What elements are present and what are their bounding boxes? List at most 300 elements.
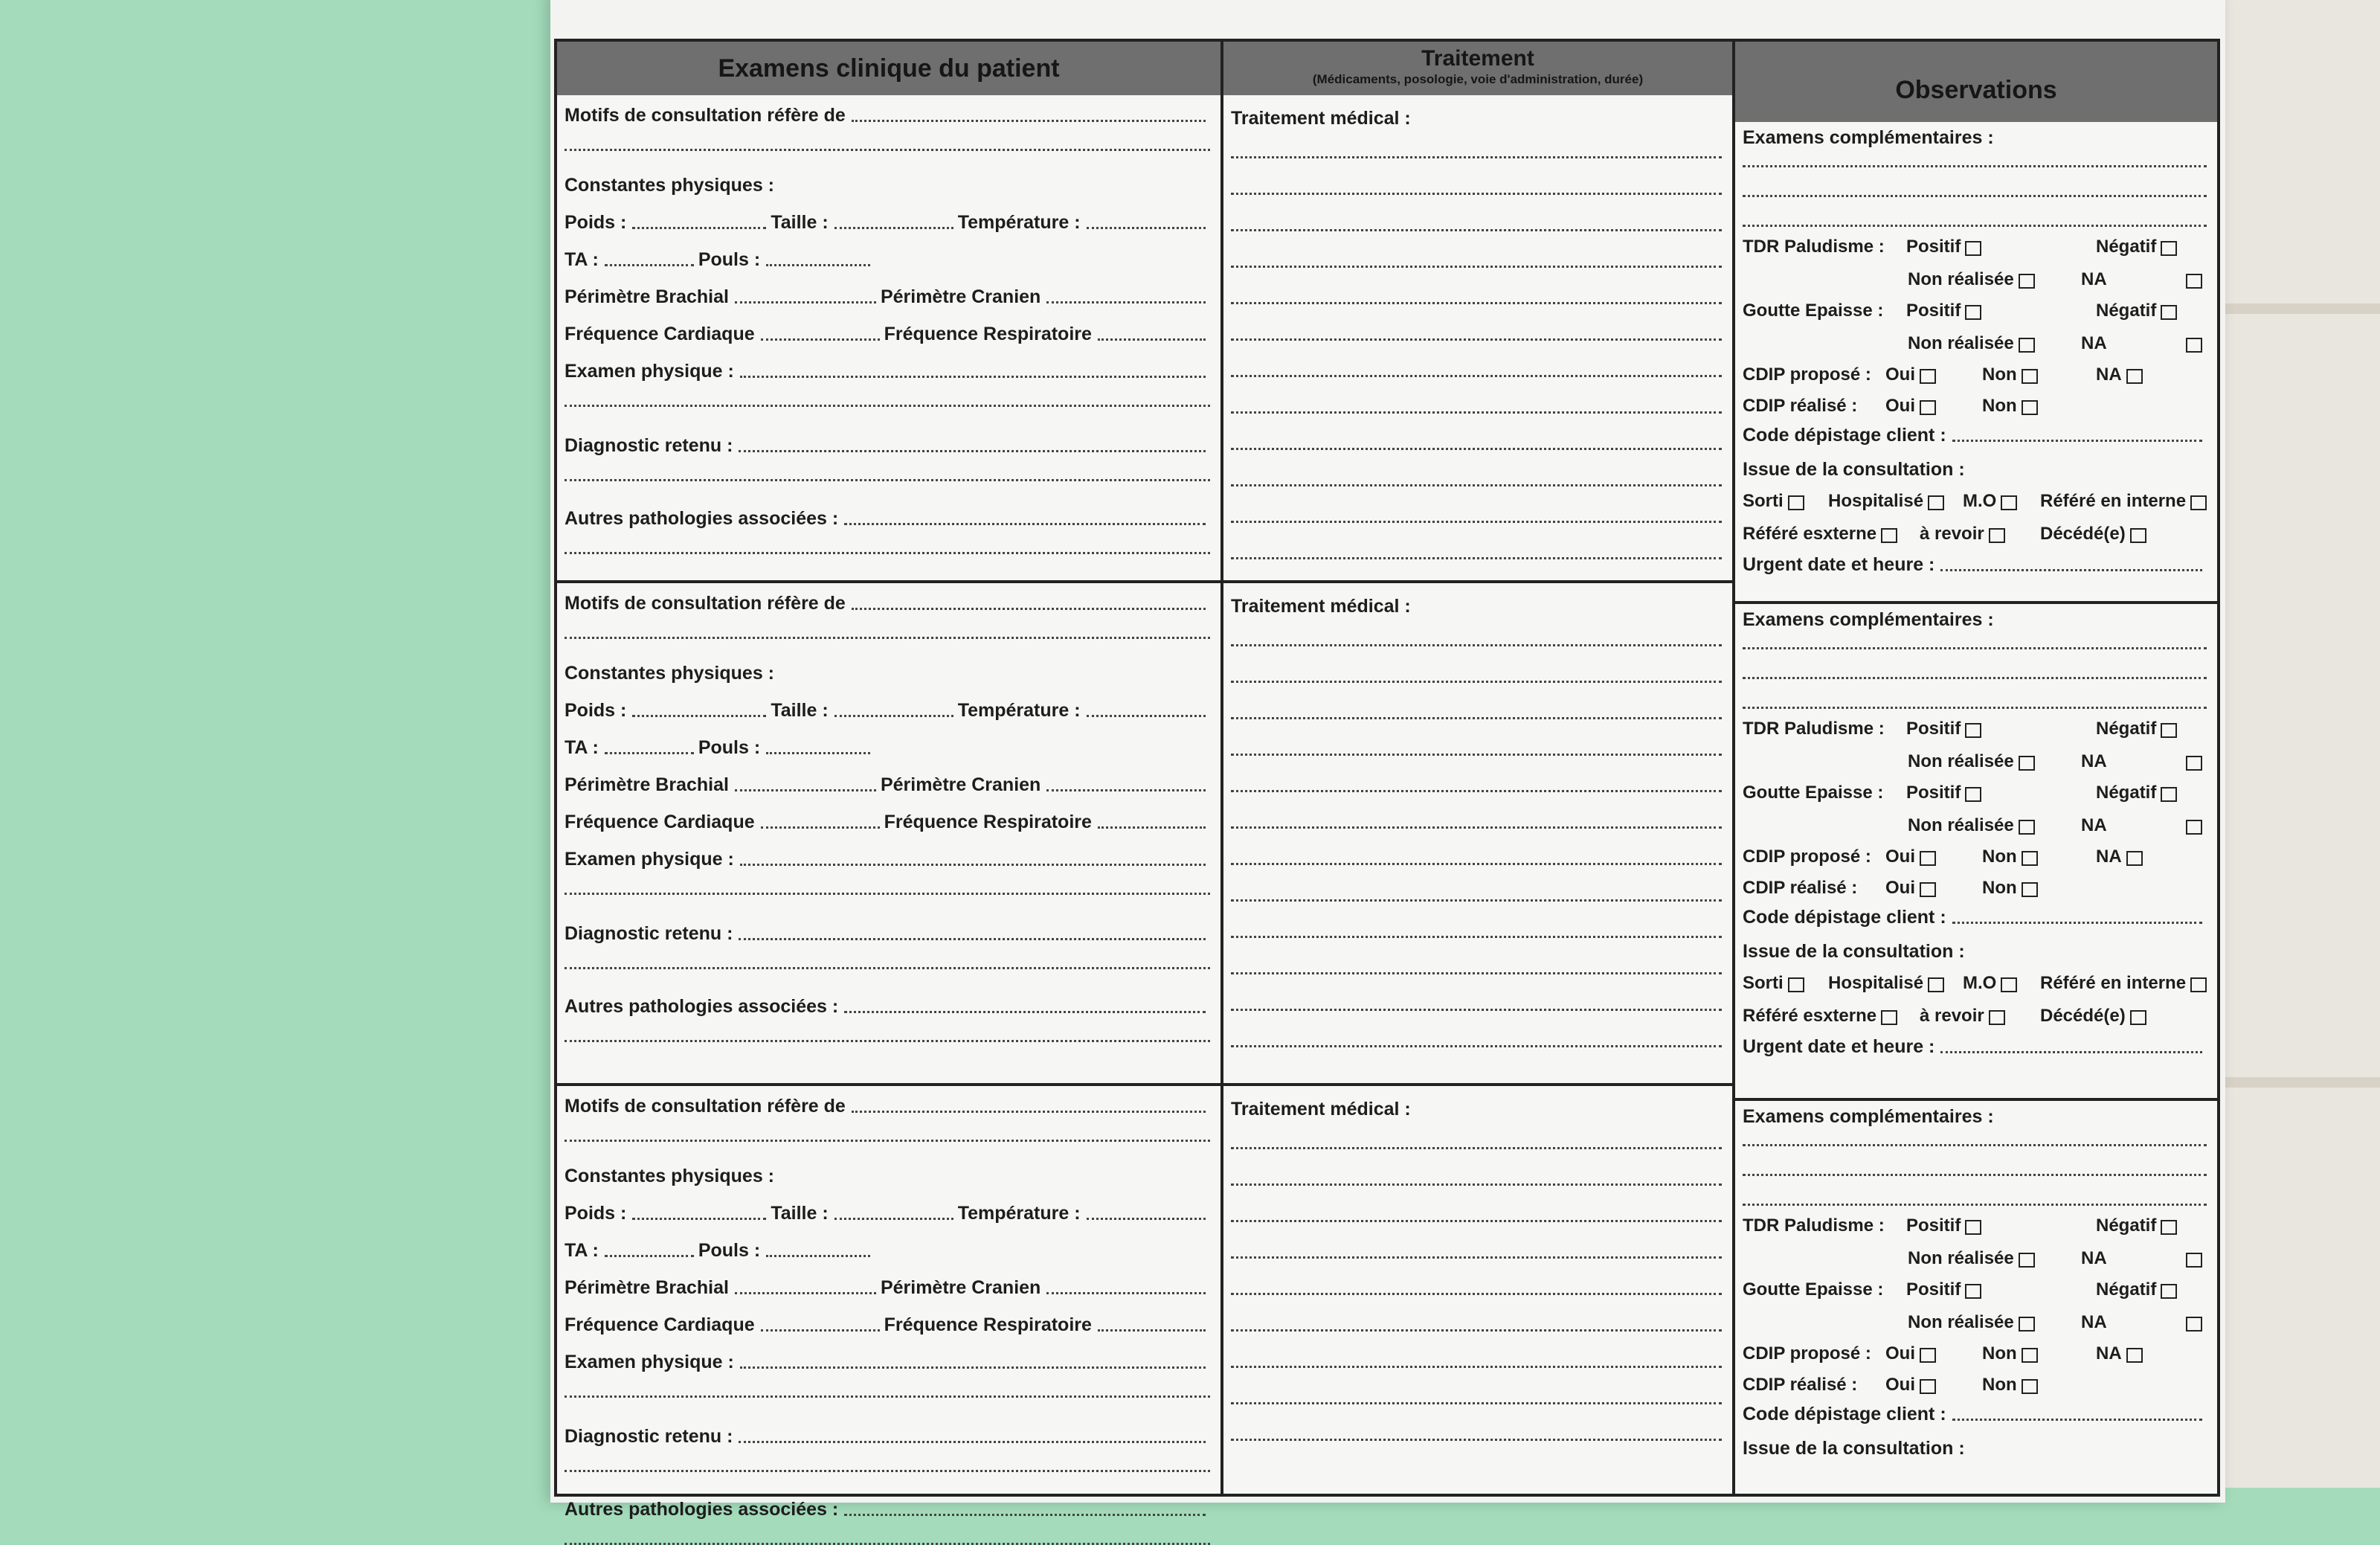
code-depistage-label: Code dépistage client :	[1743, 1404, 1946, 1424]
fill-in-field[interactable]	[1231, 264, 1722, 268]
motifs-label: Motifs de consultation réfère de	[565, 1096, 846, 1117]
tdr-negatif-text: Négatif	[2096, 1215, 2157, 1236]
fill-in-field[interactable]	[739, 937, 1206, 940]
goutte-non-realisee-text: Non réalisée	[1908, 1312, 2014, 1332]
form-line	[1231, 1093, 1722, 1120]
goutte-negatif-checkbox[interactable]	[2161, 1284, 2177, 1299]
goutte-non-realisee	[1908, 333, 2014, 354]
tdr-label	[1743, 237, 1885, 257]
fill-in-field[interactable]	[1231, 752, 1722, 756]
cdip-propose-na-checkbox[interactable]	[2126, 1348, 2143, 1363]
tdr-positif-checkbox[interactable]	[1965, 241, 1981, 256]
goutte-label	[1743, 1279, 1883, 1300]
issue-hospitalise-text: Hospitalisé	[1828, 973, 1924, 993]
cdip-realise-oui-checkbox[interactable]	[1920, 882, 1936, 897]
tdr-label	[1743, 1215, 1885, 1236]
observation-line	[1743, 1245, 2207, 1271]
fill-in-field[interactable]	[1231, 373, 1722, 377]
goutte-na-box-checkbox[interactable]	[2186, 338, 2202, 353]
tdr-non-realisee-text: Non réalisée	[1908, 1248, 2014, 1268]
form-line	[1743, 936, 2207, 963]
tdr-label	[1743, 719, 1885, 739]
cdip-propose-oui-text: Oui	[1885, 1343, 1915, 1363]
ta-label: TA :	[565, 249, 599, 270]
cdip-realise-non-checkbox[interactable]	[2022, 882, 2038, 897]
fill-in-field[interactable]	[1231, 934, 1722, 938]
issue-hospitalise-checkbox[interactable]	[1928, 977, 1944, 992]
cdip-realise-oui	[1885, 1375, 1915, 1395]
cdip-propose-oui-checkbox[interactable]	[1920, 1348, 1936, 1363]
poids-label: Poids :	[565, 1203, 627, 1224]
issue-label: Issue de la consultation :	[1743, 1438, 1965, 1459]
cdip-propose-na-text: NA	[2096, 847, 2122, 867]
goutte-negatif	[2096, 301, 2156, 321]
issue-decede-checkbox[interactable]	[2130, 528, 2146, 543]
fill-in-field[interactable]	[1940, 1050, 2202, 1053]
motifs-label: Motifs de consultation réfère de	[565, 105, 846, 126]
tdr-non-realisee-checkbox[interactable]	[2019, 1253, 2035, 1268]
fill-in-field[interactable]	[565, 403, 1210, 407]
goutte-non-realisee-text: Non réalisée	[1908, 333, 2014, 353]
fill-in-field[interactable]	[1231, 1146, 1722, 1149]
tdr-non-realisee-checkbox[interactable]	[2019, 756, 2035, 771]
fill-in-field[interactable]	[1952, 1418, 2202, 1421]
fill-in-field[interactable]	[1952, 921, 2202, 924]
issue-mo-checkbox[interactable]	[2001, 977, 2017, 992]
form-line	[565, 695, 1210, 722]
cdip-realise-non	[1982, 396, 2017, 417]
issue-sorti-checkbox[interactable]	[1788, 495, 1804, 510]
cdip-realise-non	[1982, 1375, 2017, 1395]
goutte-non-realisee-checkbox[interactable]	[2019, 1317, 2035, 1332]
fill-in-field[interactable]	[766, 263, 870, 266]
observation-line	[1743, 1309, 2207, 1334]
ta-label: TA :	[565, 1240, 599, 1261]
fill-in-field[interactable]	[1231, 410, 1722, 414]
form-line	[1743, 420, 2207, 446]
form-line	[1743, 454, 2207, 481]
goutte-positif-text: Positif	[1906, 783, 1961, 803]
form-line	[565, 1494, 1210, 1520]
fill-in-field[interactable]	[605, 263, 694, 266]
fill-in-field[interactable]	[1743, 193, 2207, 197]
fill-in-field[interactable]	[766, 751, 870, 754]
observations-section-3	[1735, 1098, 2217, 1500]
goutte-negatif-checkbox[interactable]	[2161, 787, 2177, 802]
fill-in-field[interactable]	[1231, 483, 1722, 486]
fill-in-field[interactable]	[1743, 1202, 2207, 1206]
fill-in-field[interactable]	[761, 826, 880, 829]
observations-section-1	[1735, 122, 2217, 601]
goutte-label-text: Goutte Epaisse :	[1743, 783, 1884, 803]
cdip-realise-non-checkbox[interactable]	[2022, 1379, 2038, 1394]
issue-refere-externe-checkbox[interactable]	[1881, 1010, 1897, 1025]
form-line	[565, 281, 1210, 308]
cdip-realise-label-text: CDIP réalisé :	[1743, 396, 1858, 416]
goutte-non-realisee-checkbox[interactable]	[2019, 338, 2035, 353]
fill-in-field[interactable]	[740, 863, 1206, 866]
goutte-label-text: Goutte Epaisse :	[1743, 301, 1884, 321]
cdip-realise-label-text: CDIP réalisé :	[1743, 1375, 1858, 1395]
cdip-propose-na-checkbox[interactable]	[2126, 851, 2143, 866]
fill-in-field[interactable]	[565, 966, 1210, 969]
constantes-label: Constantes physiques :	[565, 175, 774, 196]
form-line	[565, 1272, 1210, 1299]
fill-in-field[interactable]	[1231, 1328, 1722, 1332]
tdr-na-box-checkbox[interactable]	[2186, 756, 2202, 771]
goutte-non-realisee	[1908, 1312, 2014, 1333]
tdr-negatif-checkbox[interactable]	[2161, 241, 2177, 256]
fill-in-field[interactable]	[1231, 191, 1722, 195]
issue-mo	[1963, 491, 1996, 512]
issue-a-revoir-text: à revoir	[1920, 524, 1984, 544]
form-line	[565, 588, 1210, 614]
issue-sorti	[1743, 491, 1784, 512]
cdip-propose-na-checkbox[interactable]	[2126, 369, 2143, 384]
issue-refere-externe	[1743, 1006, 1876, 1027]
cdip-propose-label-text: CDIP proposé :	[1743, 364, 1871, 385]
goutte-positif	[1906, 301, 1961, 321]
fill-in-field[interactable]	[1087, 1217, 1206, 1220]
fill-in-field[interactable]	[565, 147, 1210, 151]
issue-mo-checkbox[interactable]	[2001, 495, 2017, 510]
goutte-positif-checkbox[interactable]	[1965, 1284, 1981, 1299]
fill-in-field[interactable]	[1046, 301, 1206, 303]
autres-pathologies-label: Autres pathologies associées :	[565, 508, 839, 529]
tdr-negatif-text: Négatif	[2096, 719, 2157, 739]
fill-in-field[interactable]	[632, 1217, 766, 1220]
wall-tile	[2220, 0, 2380, 1488]
cdip-propose-oui-checkbox[interactable]	[1920, 369, 1936, 384]
goutte-na-box-checkbox[interactable]	[2186, 820, 2202, 835]
tdr-positif-checkbox[interactable]	[1965, 1220, 1981, 1235]
observation-line	[1743, 1212, 2207, 1238]
tdr-non-realisee-checkbox[interactable]	[2019, 274, 2035, 289]
fill-in-field[interactable]	[740, 1366, 1206, 1369]
cdip-propose-oui-text: Oui	[1885, 847, 1915, 867]
examens-label: Examens complémentaires :	[1743, 127, 1994, 148]
form-line	[565, 100, 1210, 126]
goutte-positif	[1906, 783, 1961, 803]
fill-in-field[interactable]	[1231, 228, 1722, 231]
frequence-cardiaque-label: Fréquence Cardiaque	[565, 812, 755, 832]
fill-in-field[interactable]	[1231, 716, 1722, 719]
poids-label: Poids :	[565, 700, 627, 721]
issue-refere-interne-text: Référé en interne	[2040, 973, 2187, 993]
fill-in-field[interactable]	[632, 714, 766, 717]
issue-hospitalise-text: Hospitalisé	[1828, 491, 1924, 511]
form-line	[565, 991, 1210, 1018]
cdip-propose-non-text: Non	[1982, 1343, 2017, 1363]
temperature-label: Température :	[957, 700, 1081, 721]
tile-joint	[2220, 1077, 2380, 1088]
fill-in-field[interactable]	[565, 1394, 1210, 1398]
cdip-propose-oui-text: Oui	[1885, 364, 1915, 385]
fill-in-field[interactable]	[1098, 338, 1206, 341]
issue-decede-checkbox[interactable]	[2130, 1010, 2146, 1025]
poids-label: Poids :	[565, 212, 627, 233]
issue-refere-externe-checkbox[interactable]	[1881, 528, 1897, 543]
form-line	[565, 356, 1210, 382]
fill-in-field[interactable]	[1743, 164, 2207, 167]
cdip-realise-non-text: Non	[1982, 878, 2017, 898]
goutte-positif-checkbox[interactable]	[1965, 787, 1981, 802]
fill-in-field[interactable]	[739, 449, 1206, 452]
fill-in-field[interactable]	[1087, 714, 1206, 717]
urgent-label: Urgent date et heure :	[1743, 554, 1935, 575]
issue-decede	[2040, 1006, 2126, 1027]
cdip-propose-oui-checkbox[interactable]	[1920, 851, 1936, 866]
fill-in-field[interactable]	[1231, 679, 1722, 683]
observation-line	[1743, 266, 2207, 292]
fill-in-field[interactable]	[844, 1010, 1206, 1013]
fill-in-field[interactable]	[632, 226, 766, 229]
form-line	[565, 318, 1210, 345]
fill-in-field[interactable]	[852, 1110, 1206, 1113]
tdr-positif-checkbox[interactable]	[1965, 723, 1981, 738]
observation-line	[1743, 875, 2207, 900]
issue-hospitalise	[1828, 973, 1923, 994]
observation-line	[1743, 970, 2207, 995]
fill-in-field[interactable]	[834, 1217, 953, 1220]
perimetre-cranien-label: Périmètre Cranien	[880, 774, 1041, 795]
form-line	[565, 1309, 1210, 1336]
cdip-propose-non-text: Non	[1982, 364, 2017, 385]
fill-in-field[interactable]	[1231, 898, 1722, 902]
cdip-propose-label	[1743, 847, 1871, 867]
form-line	[1743, 1398, 2207, 1425]
examen-physique-label: Examen physique :	[565, 361, 734, 382]
tdr-negatif	[2096, 237, 2156, 257]
goutte-non-realisee-checkbox[interactable]	[2019, 820, 2035, 835]
observation-line	[1743, 362, 2207, 387]
fill-in-field[interactable]	[1231, 643, 1722, 646]
tdr-positif	[1906, 237, 1961, 257]
issue-mo-text: M.O	[1963, 973, 1997, 993]
fill-in-field[interactable]	[565, 1038, 1210, 1042]
form-line	[565, 1421, 1210, 1448]
fill-in-field[interactable]	[1231, 971, 1722, 974]
issue-refere-externe-text: Référé esxterne	[1743, 1006, 1877, 1026]
traitement-section-2	[1223, 580, 1732, 1083]
issue-a-revoir	[1920, 1006, 1984, 1027]
issue-refere-externe-text: Référé esxterne	[1743, 524, 1877, 544]
fill-in-field[interactable]	[1231, 519, 1722, 523]
fill-in-field[interactable]	[1231, 301, 1722, 304]
cdip-propose-non-checkbox[interactable]	[2022, 851, 2038, 866]
goutte-negatif-text: Négatif	[2096, 783, 2157, 803]
form-line	[565, 207, 1210, 234]
tdr-negatif-checkbox[interactable]	[2161, 723, 2177, 738]
observation-line	[1743, 748, 2207, 774]
form-line	[565, 658, 1210, 684]
tdr-label-text: TDR Paludisme :	[1743, 719, 1885, 739]
fill-in-field[interactable]	[739, 1440, 1206, 1443]
goutte-na-box-checkbox[interactable]	[2186, 1317, 2202, 1332]
examen-physique-label: Examen physique :	[565, 849, 734, 870]
issue-refere-interne-checkbox[interactable]	[2190, 977, 2207, 992]
issue-sorti-checkbox[interactable]	[1788, 977, 1804, 992]
taille-label: Taille :	[771, 212, 829, 233]
header-traitement-title: Traitement	[1421, 46, 1534, 71]
fill-in-field[interactable]	[761, 1329, 880, 1332]
cdip-realise-oui-checkbox[interactable]	[1920, 400, 1936, 415]
fill-in-field[interactable]	[605, 1254, 694, 1257]
fill-in-field[interactable]	[1231, 1182, 1722, 1186]
fill-in-field[interactable]	[735, 301, 876, 303]
fill-in-field[interactable]	[1046, 1291, 1206, 1294]
fill-in-field[interactable]	[1231, 1255, 1722, 1259]
tdr-negatif-checkbox[interactable]	[2161, 1220, 2177, 1235]
fill-in-field[interactable]	[735, 1291, 876, 1294]
cdip-realise-oui-checkbox[interactable]	[1920, 1379, 1936, 1394]
cdip-propose-na-text: NA	[2096, 364, 2122, 385]
fill-in-field[interactable]	[1231, 1364, 1722, 1368]
fill-in-field[interactable]	[1231, 1218, 1722, 1222]
form-line	[565, 806, 1210, 833]
temperature-label: Température :	[957, 212, 1081, 233]
form-line	[565, 1235, 1210, 1262]
fill-in-field[interactable]	[1231, 788, 1722, 792]
fill-in-field[interactable]	[565, 1138, 1210, 1142]
fill-in-field[interactable]	[1046, 788, 1206, 791]
observation-line	[1743, 1372, 2207, 1397]
form-line	[1743, 1101, 2207, 1128]
fill-in-field[interactable]	[761, 338, 880, 341]
fill-in-field[interactable]	[1231, 337, 1722, 341]
header-clinique-title: Examens clinique du patient	[718, 54, 1060, 83]
clinique-section-2	[557, 580, 1220, 1083]
diagnostic-label: Diagnostic retenu :	[565, 1426, 733, 1447]
fill-in-field[interactable]	[605, 751, 694, 754]
tdr-na-box-checkbox[interactable]	[2186, 274, 2202, 289]
issue-hospitalise-checkbox[interactable]	[1928, 495, 1944, 510]
fill-in-field[interactable]	[766, 1254, 870, 1257]
form-line	[1743, 604, 2207, 631]
cdip-propose-non	[1982, 1343, 2017, 1364]
fill-in-field[interactable]	[1743, 223, 2207, 227]
fill-in-field[interactable]	[1940, 568, 2202, 571]
fill-in-field[interactable]	[1743, 1143, 2207, 1146]
fill-in-field[interactable]	[565, 891, 1210, 895]
goutte-positif-checkbox[interactable]	[1965, 305, 1981, 320]
issue-decede-text: Décédé(e)	[2040, 1006, 2126, 1026]
issue-sorti-text: Sorti	[1743, 973, 1784, 993]
fill-in-field[interactable]	[1231, 1401, 1722, 1404]
fill-in-field[interactable]	[1231, 1291, 1722, 1295]
issue-a-revoir-checkbox[interactable]	[1989, 528, 2005, 543]
fill-in-field[interactable]	[565, 635, 1210, 639]
cdip-propose-oui	[1885, 847, 1915, 867]
cdip-propose-na-text: NA	[2096, 1343, 2122, 1363]
form-line	[565, 844, 1210, 870]
code-depistage-label: Code dépistage client :	[1743, 425, 1946, 446]
fill-in-field[interactable]	[1231, 825, 1722, 829]
clinique-section-3	[557, 1083, 1220, 1520]
fill-in-field[interactable]	[1743, 705, 2207, 709]
goutte-na-text: NA	[2081, 1312, 2107, 1332]
observation-line	[1743, 844, 2207, 869]
fill-in-field[interactable]	[1231, 1007, 1722, 1011]
fill-in-field[interactable]	[735, 788, 876, 791]
fill-in-field[interactable]	[565, 1541, 1210, 1545]
fill-in-field[interactable]	[565, 478, 1210, 481]
fill-in-field[interactable]	[565, 550, 1210, 554]
tdr-na-box-checkbox[interactable]	[2186, 1253, 2202, 1268]
fill-in-field[interactable]	[1231, 861, 1722, 865]
observation-line	[1743, 488, 2207, 513]
fill-in-field[interactable]	[1231, 155, 1722, 158]
fill-in-field[interactable]	[852, 607, 1206, 610]
fill-in-field[interactable]	[1098, 826, 1206, 829]
fill-in-field[interactable]	[1743, 675, 2207, 679]
fill-in-field[interactable]	[1743, 1172, 2207, 1176]
issue-a-revoir-checkbox[interactable]	[1989, 1010, 2005, 1025]
fill-in-field[interactable]	[740, 375, 1206, 378]
fill-in-field[interactable]	[565, 1468, 1210, 1472]
pouls-label: Pouls :	[698, 249, 761, 270]
perimetre-brachial-label: Périmètre Brachial	[565, 286, 729, 307]
diagnostic-label: Diagnostic retenu :	[565, 923, 733, 944]
cdip-propose-non	[1982, 364, 2017, 385]
goutte-positif-text: Positif	[1906, 1279, 1961, 1300]
fill-in-field[interactable]	[1952, 439, 2202, 442]
cdip-propose-non	[1982, 847, 2017, 867]
frequence-respiratoire-label: Fréquence Respiratoire	[884, 1314, 1092, 1335]
cdip-realise-non-checkbox[interactable]	[2022, 400, 2038, 415]
fill-in-field[interactable]	[834, 226, 953, 229]
tdr-non-realisee-text: Non réalisée	[1908, 751, 2014, 771]
goutte-na-text: NA	[2081, 815, 2107, 835]
frequence-cardiaque-label: Fréquence Cardiaque	[565, 324, 755, 344]
traitement-medical-label: Traitement médical :	[1231, 596, 1411, 617]
issue-refere-interne-checkbox[interactable]	[2190, 495, 2207, 510]
fill-in-field[interactable]	[1098, 1329, 1206, 1332]
consultation-form	[554, 39, 2220, 1520]
fill-in-field[interactable]	[1231, 1044, 1722, 1047]
tdr-negatif	[2096, 719, 2156, 739]
examen-physique-label: Examen physique :	[565, 1352, 734, 1372]
fill-in-field[interactable]	[1087, 226, 1206, 229]
tdr-non-realisee	[1908, 269, 2014, 290]
fill-in-field[interactable]	[1231, 1437, 1722, 1441]
motifs-label: Motifs de consultation réfère de	[565, 593, 846, 614]
tdr-na	[2081, 269, 2107, 290]
form-line	[565, 1160, 1210, 1187]
fill-in-field[interactable]	[844, 1513, 1206, 1516]
cdip-propose-non-checkbox[interactable]	[2022, 369, 2038, 384]
cdip-realise-oui-text: Oui	[1885, 396, 1915, 416]
cdip-propose-non-checkbox[interactable]	[2022, 1348, 2038, 1363]
goutte-na	[2081, 815, 2107, 836]
form-line	[565, 430, 1210, 457]
cdip-realise-non-text: Non	[1982, 1375, 2017, 1395]
form-line	[1743, 549, 2207, 576]
fill-in-field[interactable]	[834, 714, 953, 717]
goutte-negatif-text: Négatif	[2096, 1279, 2157, 1300]
fill-in-field[interactable]	[852, 119, 1206, 122]
goutte-non-realisee	[1908, 815, 2014, 836]
issue-label: Issue de la consultation :	[1743, 459, 1965, 480]
goutte-negatif-checkbox[interactable]	[2161, 305, 2177, 320]
fill-in-field[interactable]	[1743, 646, 2207, 649]
header-observations	[1735, 42, 2217, 122]
fill-in-field[interactable]	[844, 522, 1206, 525]
fill-in-field[interactable]	[1231, 556, 1722, 559]
code-depistage-label: Code dépistage client :	[1743, 907, 1946, 928]
issue-decede	[2040, 524, 2126, 545]
fill-in-field[interactable]	[1231, 446, 1722, 450]
